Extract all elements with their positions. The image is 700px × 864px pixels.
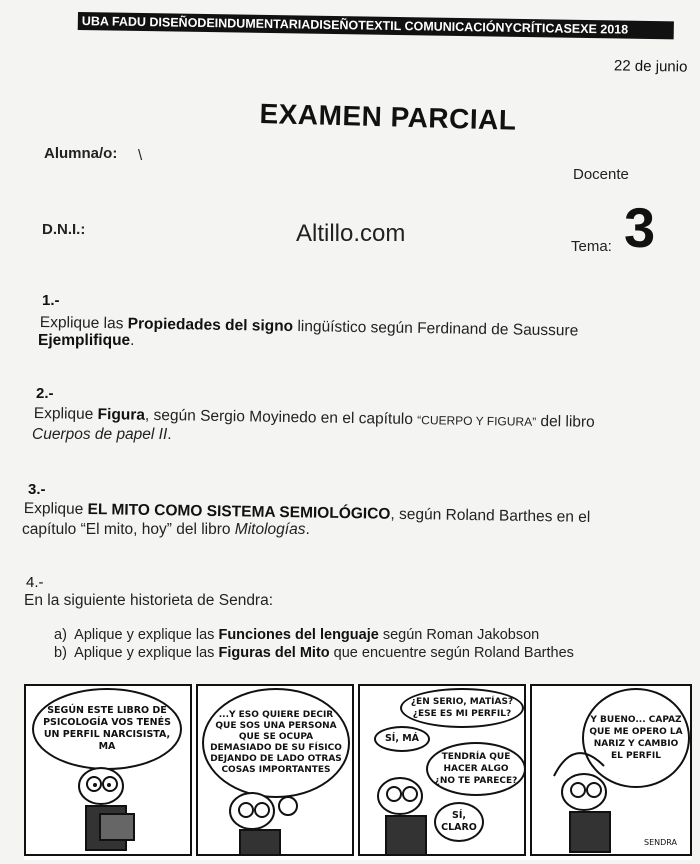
item-a-pre: Aplique y explique las: [74, 627, 219, 643]
question-1-text-post: lingüístico según Ferdinand de Saussure: [292, 317, 579, 340]
question-4-intro: En la siguiente historieta de Sendra:: [24, 592, 274, 609]
item-a-post: según Roman Jakobson: [378, 627, 540, 643]
question-2-bold: Figura: [97, 406, 146, 424]
comic-panel-1: [24, 684, 192, 856]
comic-panel-3: [358, 684, 526, 856]
speech-bubble: SEGÚN ESTE LIBRO DE PSICOLOGÍA VOS TENÉS UN PERFIL NARCISISTA, MA: [32, 688, 182, 770]
alumno-value: \: [138, 147, 143, 164]
tema-label: Tema:: [571, 238, 612, 255]
dni-label: D.N.I.:: [42, 221, 86, 238]
question-2-text-mid: , según Sergio Moyinedo en el capítulo: [144, 406, 418, 429]
question-2-period: .: [167, 426, 172, 443]
item-a-marker: a): [54, 627, 67, 643]
character-figure: [544, 736, 634, 856]
question-3-text-pre: Explique: [23, 500, 88, 518]
question-2-book: Cuerpos de papel II: [32, 426, 168, 443]
speech-bubble: ¿EN SERIO, MATÍAS? ¿ESE ES MI PERFIL?: [400, 688, 524, 728]
header-institution-bar: UBA FADU DISEÑODEINDUMENTARIADISEÑOTEXTIL COMUNICACIÓNYCRÍTICASEXE 2018: [78, 12, 674, 39]
question-3-number: 3.-: [28, 481, 46, 498]
tema-number: 3: [624, 196, 656, 259]
question-3-period: .: [305, 521, 310, 538]
question-2-number: 2.-: [36, 385, 54, 402]
character-figure: [212, 786, 322, 856]
question-1-text-pre: Explique las: [39, 314, 128, 333]
question-3-text-post: , según Roland Barthes en el: [390, 505, 591, 526]
item-a-bold: Funciones del lenguaje: [218, 627, 379, 643]
comic-panel-4: [530, 684, 692, 856]
question-1-number: 1.-: [42, 292, 60, 309]
alumno-label: Alumna/o:: [44, 145, 118, 162]
item-b-pre: Aplique y explique las: [74, 645, 219, 661]
speech-bubble: TENDRÍA QUE HACER ALGO ¿NO TE PARECE?: [426, 742, 526, 796]
speech-bubble: Y BUENO... CAPAZ QUE ME OPERO LA NARIZ Y CAMBIO EL PERFIL: [582, 688, 690, 788]
question-2-text-pre: Explique: [33, 405, 98, 423]
speech-bubble: ...Y ESO QUIERE DECIR QUE SOS UNA PERSONA QUE SE OCUPA DEMASIADO DE SU FÍSICO DEJANDO DE LADO OTRAS COSAS IMPORTANTES: [202, 688, 350, 798]
item-b-bold: Figuras del Mito: [218, 645, 330, 661]
item-b-marker: b): [54, 645, 67, 661]
question-4-item-a: [54, 627, 539, 643]
item-b-post: que encuentre según Roland Barthes: [329, 645, 574, 661]
question-4-item-b: [54, 645, 574, 661]
question-2-text-post: del libro: [536, 412, 595, 431]
question-4-number: 4.-: [26, 574, 44, 591]
question-3-line-2-pre: capítulo “El mito, hoy” del libro: [22, 521, 235, 538]
comic-panel-2: [196, 684, 354, 856]
exam-title: EXAMEN PARCIAL: [259, 98, 517, 136]
question-1-bold: Propiedades del signo: [127, 315, 294, 335]
question-1-line-2: [38, 332, 134, 350]
question-3-book: Mitologías: [234, 521, 306, 538]
watermark-text: Altillo.com: [296, 220, 406, 247]
character-figure: [56, 756, 166, 856]
question-3-bold: EL MITO COMO SISTEMA SEMIOLÓGICO: [87, 501, 391, 523]
question-1-period: .: [130, 332, 135, 349]
character-figure: [364, 770, 444, 856]
speech-bubble: SÍ, MÁ: [374, 726, 430, 752]
speech-bubble: SÍ, CLARO: [434, 802, 484, 842]
comic-strip: [24, 684, 692, 860]
artist-signature: SENDRA: [644, 838, 677, 847]
question-1-ejemplifique: Ejemplifique: [38, 332, 131, 349]
question-2-chapter: “CUERPO Y FIGURA”: [417, 413, 537, 429]
exam-date: 22 de junio: [613, 57, 688, 76]
question-2-line-2: [32, 426, 172, 444]
question-3-line-2: [22, 521, 310, 539]
docente-label: Docente: [573, 166, 629, 183]
